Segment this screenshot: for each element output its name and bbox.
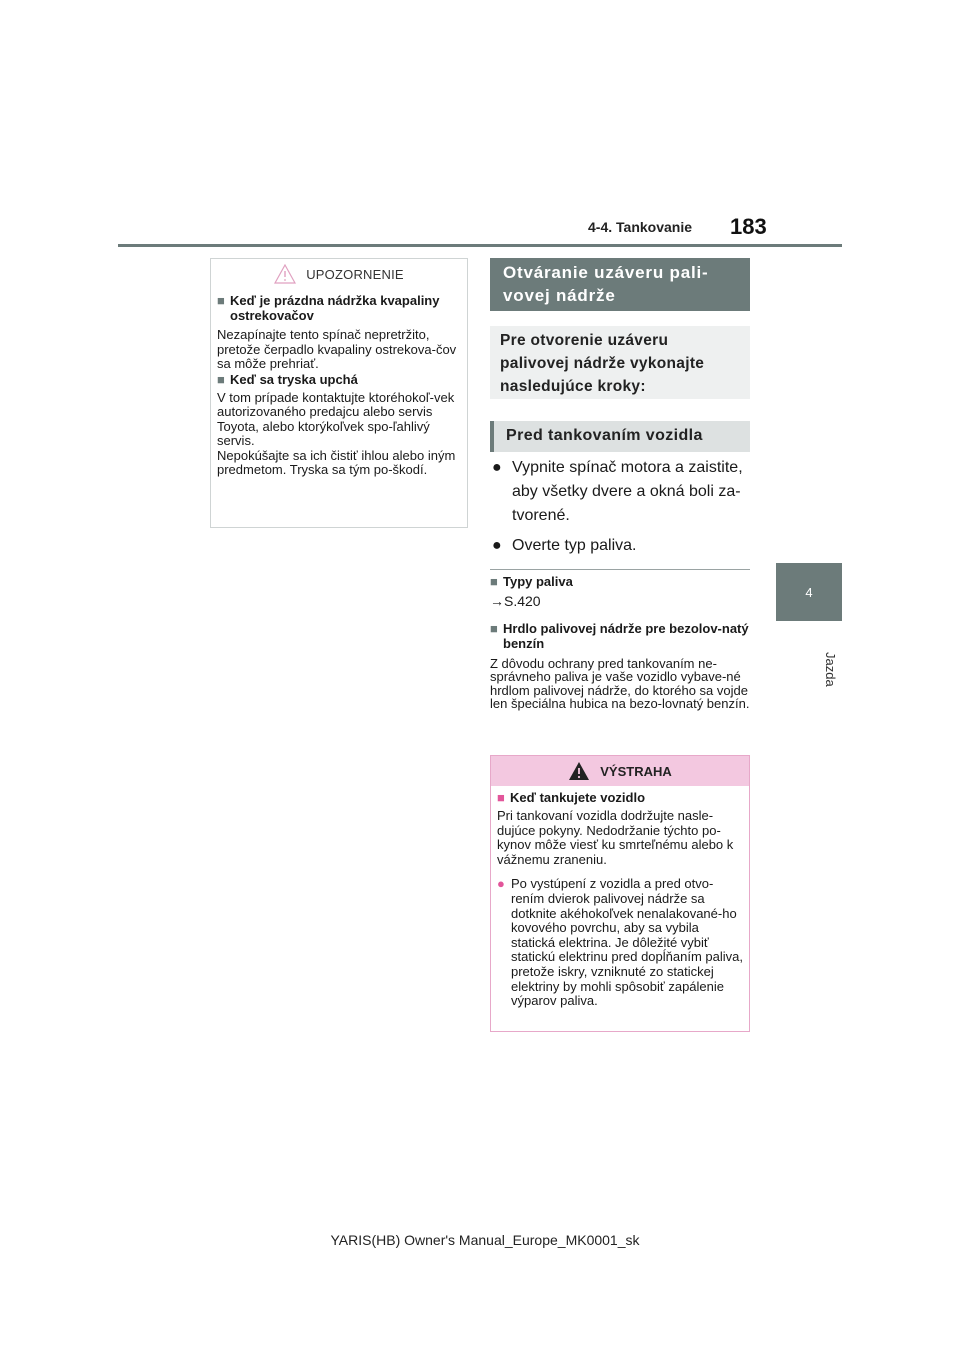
caution-box: [210, 258, 468, 528]
square-bullet-icon: ■: [497, 790, 505, 805]
warning-text: Pri tankovaní vozidla dodržujte nasle-dujúce pokyny. Nedodržanie týchto po-kynov môže viesť ku smrteľnému alebo k vážnemu zraneniu.: [497, 808, 734, 867]
caution-heading-1: ■ Keď je prázdna nádržka kvapaliny ostrekovačov: [217, 293, 440, 323]
header-divider: [118, 244, 842, 247]
caution-heading-2: ■ Keď sa tryska upchá: [217, 371, 358, 387]
subsection-title: Pred tankovaním vozidla: [490, 421, 750, 452]
filler-neck-text: Z dôvodu ochrany pred tankovaním ne-správneho paliva je vaše vozidlo vybave-né hrdlom palivovej nádrže, do ktorého sa vojde len špeciálna hubica na bezo-lovnatý benzín.: [490, 655, 750, 711]
footer-text: YARIS(HB) Owner's Manual_Europe_MK0001_sk: [330, 1232, 640, 1248]
square-bullet-icon: ■: [217, 293, 225, 308]
caution-triangle-icon: [274, 264, 296, 284]
section-banner: Otváranie uzáveru pali-vovej nádrže: [490, 258, 750, 311]
warning-heading: ■ Keď tankujete vozidlo: [497, 790, 646, 805]
bullet-icon: ●: [497, 876, 505, 892]
square-bullet-icon: ■: [490, 620, 498, 636]
warning-bullet: ● Po vystúpení z vozidla a pred otvo-rením dvierok palivovej nádrže sa dotknite akéhokoľvek nenalakované-ho kovového povrchu, aby sa vybila statická elektrina. Je dôležité vybiť statickú elektrinu pred dopĺňaním paliva, pretože iskry, vzniknuté zo statickej elektriny by mohli spôsobiť zapálenie výparov paliva.: [497, 876, 743, 1009]
warning-box: [490, 755, 750, 1032]
square-bullet-icon: ■: [217, 371, 225, 387]
chapter-label: Jazda: [823, 652, 838, 687]
warning-header: [491, 756, 749, 786]
square-bullet-icon: ■: [490, 574, 498, 589]
fuel-types-heading: ■ Typy paliva: [490, 574, 573, 589]
bullet-icon: ●: [492, 537, 502, 554]
warning-title: VÝSTRAHA: [600, 763, 672, 779]
caution-title: UPOZORNENIE: [306, 266, 404, 282]
footer: [0, 1232, 960, 1248]
list-item: ● Overte typ paliva.: [490, 534, 750, 558]
intro-box: Pre otvorenie uzáveru palivovej nádrže vykonajte nasledujúce kroky:: [490, 326, 750, 399]
caution-header: [211, 261, 467, 287]
page-reference-link[interactable]: →S.420: [490, 593, 541, 609]
step-list: [490, 456, 750, 564]
caution-text-1: Nezapínajte tento spínač nepretržito, pretože čerpadlo kvapaliny ostrekova-čov sa môže prehriať.: [217, 327, 457, 371]
caution-text-3: Nepokúšajte sa ich čistiť ihlou alebo iným predmetom. Tryska sa tým po-škodí.: [217, 447, 456, 477]
page-number: 183: [730, 214, 767, 239]
chapter-number: 4: [805, 584, 813, 600]
section-title: 4-4. Tankovanie: [588, 219, 693, 235]
caution-text-2: V tom prípade kontaktujte ktoréhokoľ-vek autorizovaného predajcu alebo servis Toyota, alebo ktorýkoľvek spo-ľahlivý servis.: [217, 389, 455, 448]
bullet-icon: ●: [492, 459, 502, 476]
list-item: ● Vypnite spínač motora a zaistite, aby všetky dvere a okná boli za-tvorené.: [490, 456, 750, 528]
filler-neck-heading: ■ Hrdlo palivovej nádrže pre bezolov-natý benzín: [490, 620, 749, 651]
warning-triangle-icon: [568, 761, 590, 781]
chapter-tab: [776, 563, 842, 621]
fuel-info: [490, 574, 750, 711]
divider: [490, 569, 750, 570]
